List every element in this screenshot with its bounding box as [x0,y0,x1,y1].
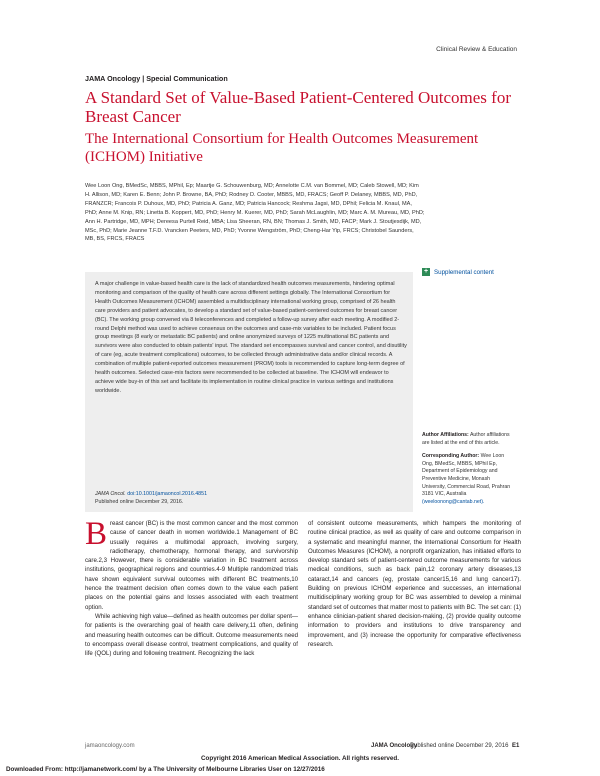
citation-journal: JAMA Oncol. [95,491,126,497]
body-paragraph: of consistent outcome measurements, which hampers the monitoring of routine clinical practice, as well as quality of care and outcome comparison in a systematic and meaningful manner, the International Consortium for Health Outcomes Measures (ICHOM), a nonprofit organization, has initiated efforts to develop standard sets of patient-centered outcome measurements for various medical conditions, such as back pain,12 coronary artery diseases,13 cataract,14 and cancers (eg, prostate cancer15,16 and lung cancer17). Building on previous ICHOM experience and successes, an international multidisciplinary working group for BC was assembled to develop a minimal standard set of outcomes that matter most to patients with BC. The set can: (1) enhance clinician-patient shared decision-making, (2) provide quality outcome information to providers and institutions to drive transparency and improvement, and (3) increase the opportunity for comparative effectiveness research. [308,520,521,648]
author-list: Wee Loon Ong, BMedSc, MBBS, MPhil, Ep; Maartje G. Schouwenburg, MD; Annelotte C.M. van Bommel, MD; Caleb Stowell, MD; Kim H. Allison, MD; Karen E. Benn; John P. Browne, BA, PhD; Rodney D. Cooter, MBBS, MD, FRACS; Geoff P. Delaney, MBBS, MD, PhD, FRANZCR; Francois P. Duhoux, MD, PhD; Patricia A. Ganz, MD; Patricia Hancock; Reshma Jagsi, MD, DPhil; Felicia M. Knaul, MA, PhD; Anne M. Knip, RN; Linetta B. Koppert, MD, PhD; Henry M. Kuerer, MD, PhD; Sarah McLaughlin, MD; Marc A. M. Mureau, MD, PhD; Ann H. Partridge, MD, MPH; Dereesa Purtell Reid, MBA; Lisa Sheeran, RN, BN; Thomas J. Smith, MD, FACP; Mark J. Stoutjesdijk, MD, MSc, PhD; Marie Jeanne T.F.D. Vrancken Peeters, MD, PhD; Yvonne Wengström, PhD; Cheng-Har Yip, FRCS; Christobel Saunders, MB, BS, FRCS, FRACS [85,183,425,243]
corresponding-author-label: Corresponding Author: [422,453,480,460]
published-date: Published online December 29, 2016. [95,499,184,505]
copyright-notice: Copyright 2016 American Medical Association. All rights reserved. [200,755,400,762]
footer-journal: JAMA Oncology [371,743,418,749]
body-column-1 [85,516,298,658]
body-paragraph: reast cancer (BC) is the most common cancer and the most common cause of cancer death in women worldwide.1 Management of BC usually requires a multimodal approach, involving surgery, radiotherapy, chemotherapy, hormonal therapy, and survivorship care.2,3 However, there is considerable variation in BC treatment across institutions, geographical regions and countries.4-9 Multiple randomized trials have shown equivalent survival outcomes with different BC treatments,10 hence the treatment decision often comes down to the value each patient places on the potential gains and losses associated with each treatment option. [85,520,298,611]
citation-info [95,490,395,506]
journal-section-line: JAMA Oncology | Special Communication [85,74,228,83]
page-number: E1 [512,743,520,749]
email-link[interactable]: (weeloonong@cantab.net). [422,498,485,505]
article-subtitle: The International Consortium for Health Outcomes Measurement (ICHOM) Initiative [85,131,479,165]
author-affiliations [422,432,512,506]
supplemental-content-label[interactable]: Supplemental content [434,268,494,276]
doi-link[interactable]: doi:10.1001/jamaoncol.2016.4851 [127,491,208,497]
article-title: A Standard Set of Value-Based Patient-Centered Outcomes for Breast Cancer [85,88,511,126]
footer-date: Published online December 29, 2016 [410,743,509,749]
abstract-text: A major challenge in value-based health care is the lack of standardized health outcomes measurements, hindering optimal monitoring and comparison of the quality of health care across different settings globally. The International Consortium for Health Outcomes Measurement (ICHOM) assembled a multidisciplinary international working group, comprised of 26 health care providers and patient advocates, to develop a standard set of value-based patient-centered outcomes for breast cancer (BC). The working group convened via 8 teleconferences and completed a follow-up survey after each meeting. A modified 2-round Delphi method was used to achieve consensus on the outcomes and case-mix variables to be included. Patient focus group meetings (8 early or metastatic BC patients) and online anonymized surveys of 1225 multinational BC patients and survivors were also conducted to obtain patients' input. The standard set encompasses survival and cancer control, and disutility of care (eg, acute treatment complications) outcomes, to be collected through administrative data and/or clinical records. A combination of multiple patient-reported outcomes measurement (PROM) tools is recommended to capture long-term degree of health outcomes. Selected case-mix factors were recommended to be collected at baseline. The ICHOM will endeavor to achieve wide buy-in of this set and facilitate its implementation in routine clinical practice in various settings and institutions worldwide. [95,281,407,394]
affiliations-label: Author Affiliations: [422,432,469,438]
plus-icon: + [423,268,429,275]
body-paragraph: While achieving high value—defined as health outcomes per dollar spent—for patients is the overarching goal of health care delivery,11 often, defining and measuring health outcomes can be difficult. Outcome measurements need to encompass overall disease control, treatment complications, and quality of life (QOL) during and following treatment. Recognizing the lack [85,612,298,658]
dropcap: B [85,516,108,552]
corresponding-author-text: Wee Loon Ong, BMedSc, MBBS, MPhil Ep, Department of Epidemiology and Preventive Medicine, Monash University, Commercial Road, Prahran 3181 VIC, Australia [422,453,511,498]
affiliations-text: Author affiliations are listed at the end of this article. [422,432,510,446]
download-notice: Downloaded From: http://jamanetwork.com/ by a The University of Melbourne Libraries User on 12/27/2016 [6,766,325,773]
section-label: Clinical Review & Education [436,46,517,53]
footer-site-link[interactable]: jamaoncology.com [85,743,135,749]
body-column-2 [308,519,521,649]
supplemental-content-link[interactable] [422,268,494,276]
